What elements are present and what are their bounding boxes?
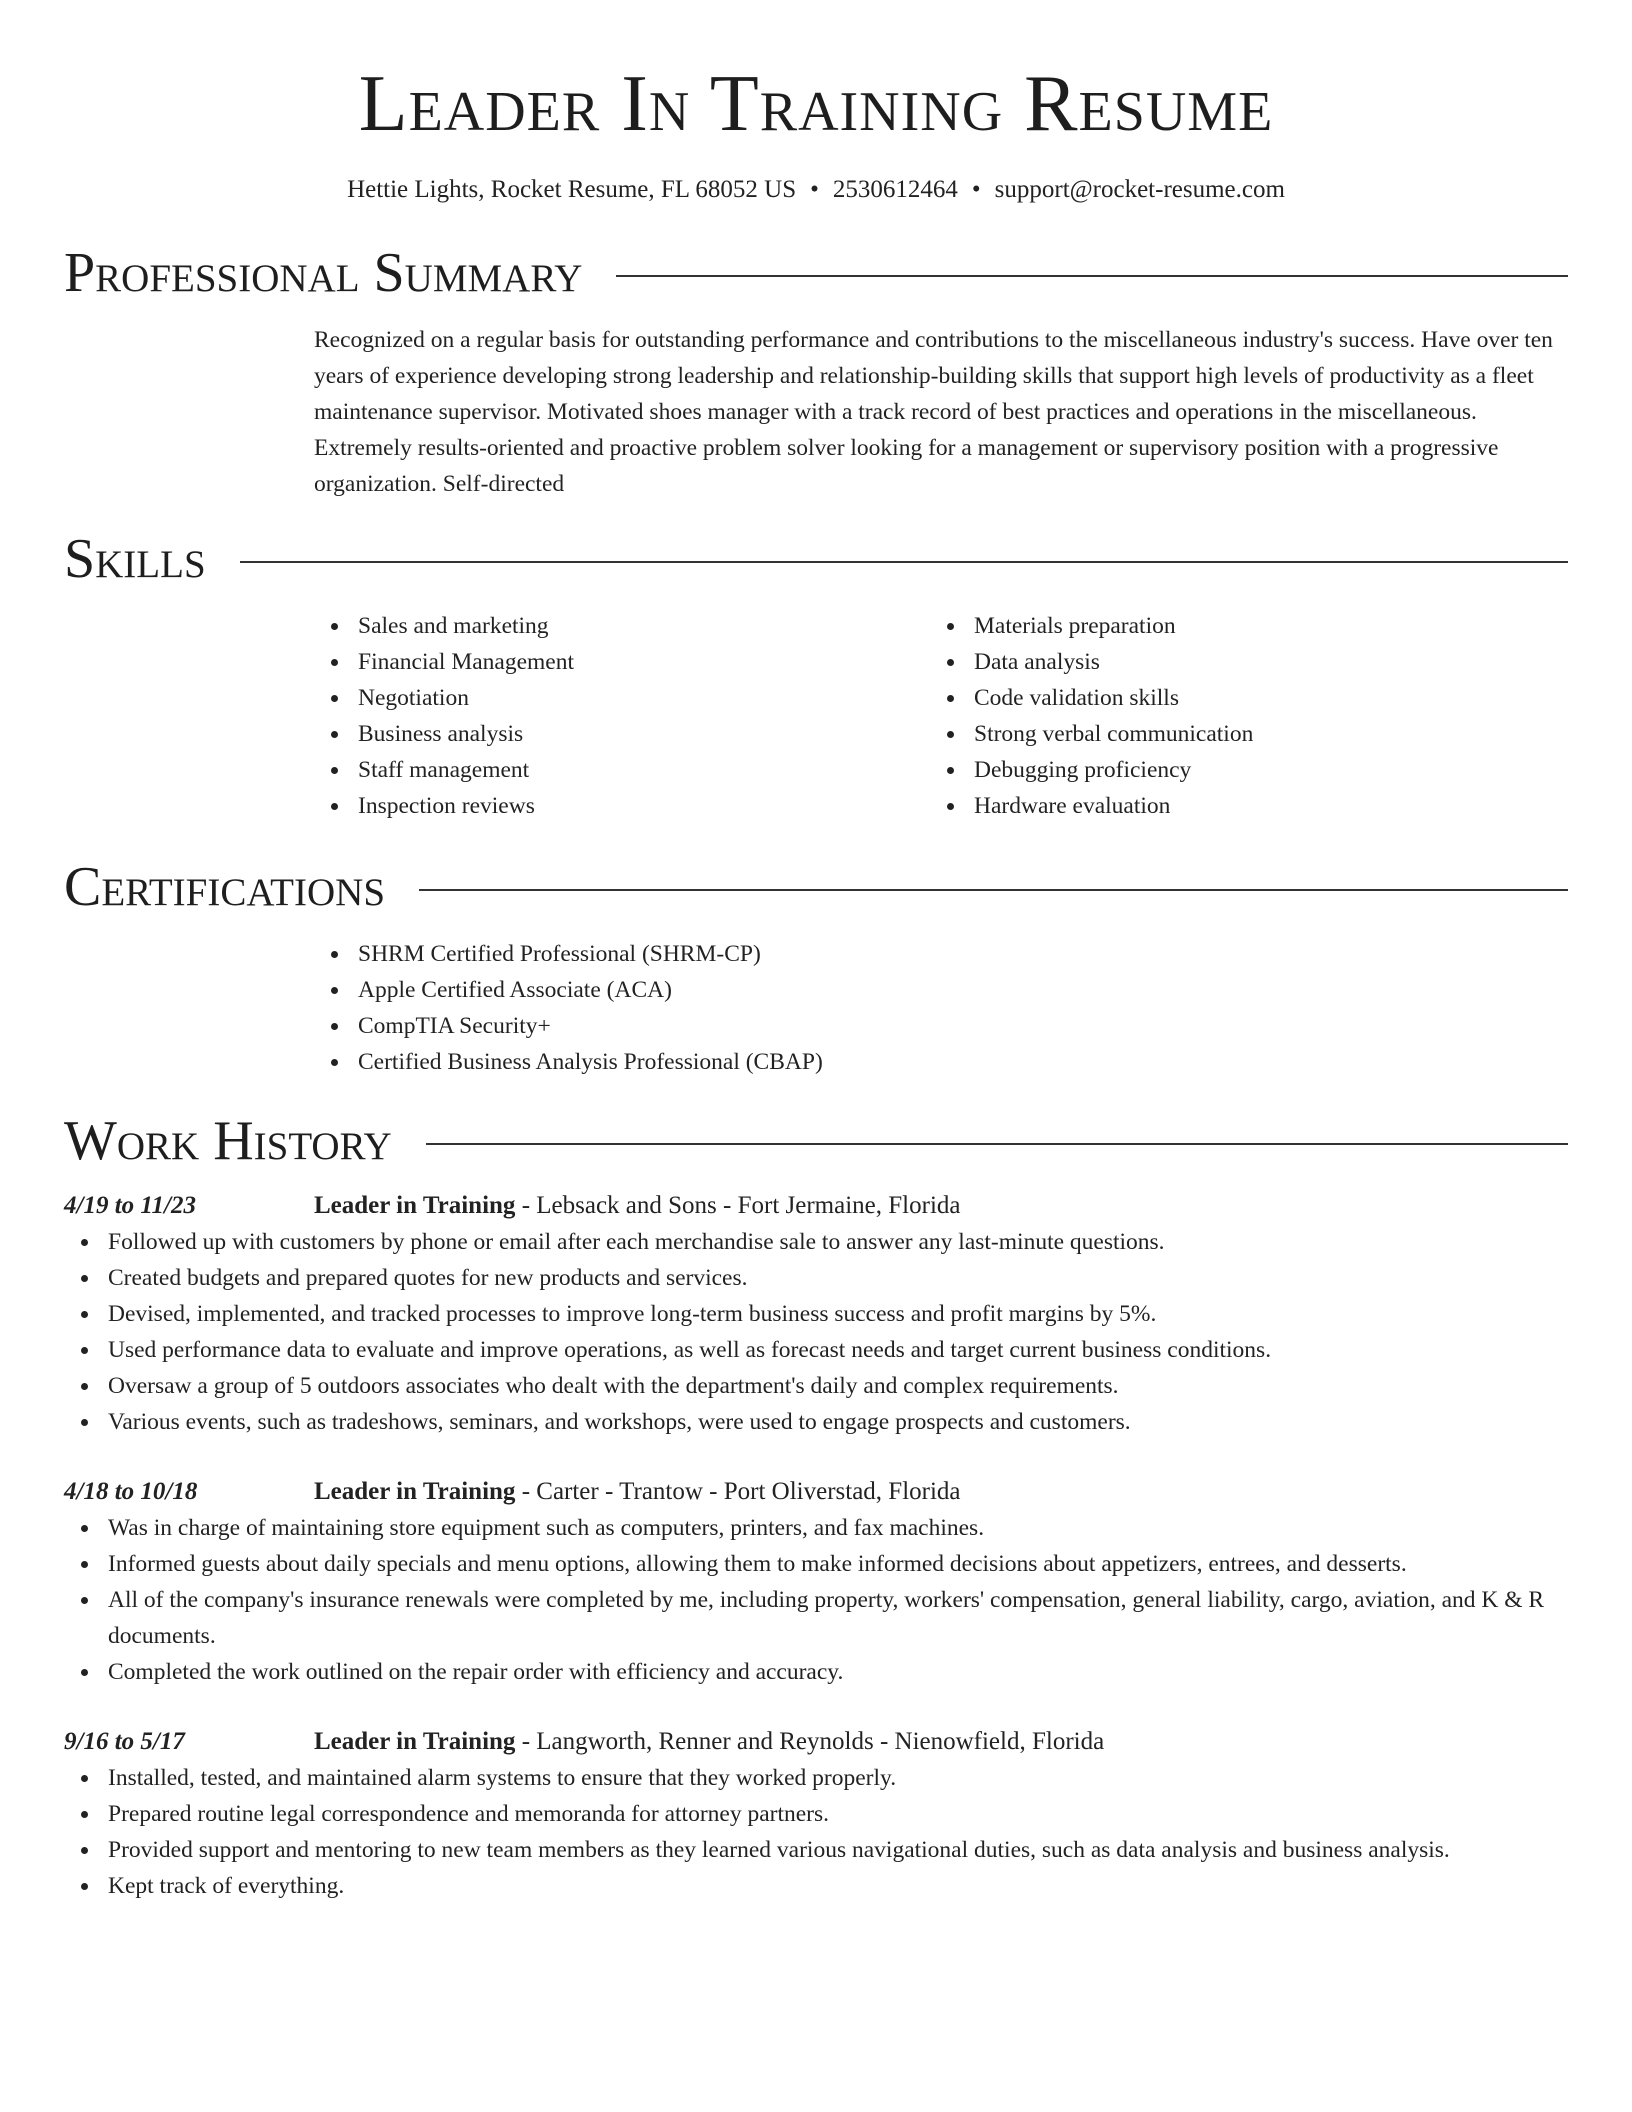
job-bullet: Informed guests about daily specials and menu options, allowing them to make informed decisions about appetizers, entrees, and desserts. [64, 1546, 1568, 1582]
job-info [314, 1188, 960, 1224]
job-bullet: Completed the work outlined on the repair order with efficiency and accuracy. [64, 1654, 1568, 1690]
contact-phone: 2530612464 [832, 176, 958, 203]
contact-email: support@rocket-resume.com [994, 176, 1285, 203]
job-bullet: Prepared routine legal correspondence and memoranda for attorney partners. [64, 1796, 1568, 1832]
job-bullets [64, 1224, 1568, 1440]
certifications-section-header [64, 852, 1568, 922]
job-entry [64, 1724, 1568, 1904]
skill-item: Sales and marketing [314, 608, 930, 644]
skills-right-list [930, 608, 1546, 824]
job-title: Leader in Training [314, 1478, 516, 1505]
job-header [64, 1474, 1568, 1510]
job-entry [64, 1474, 1568, 1690]
job-bullet: Provided support and mentoring to new team members as they learned various navigational duties, such as data analysis and business analysis. [64, 1832, 1568, 1868]
skill-item: Materials preparation [930, 608, 1546, 644]
skill-item: Hardware evaluation [930, 788, 1546, 824]
skill-item: Inspection reviews [314, 788, 930, 824]
resume-title: Leader In Training Resume [358, 60, 1274, 148]
resume-page [64, 0, 1568, 1904]
work-section-header [64, 1106, 1568, 1176]
certification-item: CompTIA Security+ [314, 1008, 1568, 1044]
summary-section-title: Professional Summary [64, 242, 583, 304]
job-title: Leader in Training [314, 1728, 516, 1755]
contact-separator: • [971, 176, 981, 203]
job-title: Leader in Training [314, 1192, 516, 1219]
job-employer: - Langworth, Renner and Reynolds - Nienowfield, Florida [515, 1728, 1105, 1755]
skill-item: Data analysis [930, 644, 1546, 680]
skills-columns [314, 608, 1568, 824]
job-entry [64, 1188, 1568, 1440]
skill-item: Staff management [314, 752, 930, 788]
job-bullet: Oversaw a group of 5 outdoors associates who dealt with the department's daily and complex requirements. [64, 1368, 1568, 1404]
certifications-section-title: Certifications [64, 856, 386, 918]
certification-item: Certified Business Analysis Professional (CBAP) [314, 1044, 1568, 1080]
job-employer: - Lebsack and Sons - Fort Jermaine, Florida [515, 1192, 961, 1219]
certification-item: Apple Certified Associate (ACA) [314, 972, 1568, 1008]
job-dates: 9/16 to 5/17 [64, 1728, 185, 1755]
certifications-block [314, 936, 1568, 1080]
skill-item: Business analysis [314, 716, 930, 752]
section-divider [616, 275, 1568, 277]
certifications-list [64, 936, 1568, 1080]
skill-item: Strong verbal communication [930, 716, 1546, 752]
job-bullet: Followed up with customers by phone or email after each merchandise sale to answer any last-minute questions. [64, 1224, 1568, 1260]
job-employer: - Carter - Trantow - Port Oliverstad, Florida [515, 1478, 961, 1505]
job-bullet: Created budgets and prepared quotes for new products and services. [64, 1260, 1568, 1296]
job-bullets [64, 1760, 1568, 1904]
job-header [64, 1724, 1568, 1760]
job-info [314, 1724, 1104, 1760]
contact-line [64, 174, 1568, 206]
job-dates: 4/19 to 11/23 [64, 1192, 196, 1219]
job-header [64, 1188, 1568, 1224]
job-dates: 4/18 to 10/18 [64, 1478, 198, 1505]
summary-section-header [64, 238, 1568, 308]
skill-item: Debugging proficiency [930, 752, 1546, 788]
job-info [314, 1474, 961, 1510]
job-bullet: Kept track of everything. [64, 1868, 1568, 1904]
section-divider [419, 889, 1568, 891]
skills-section-header [64, 524, 1568, 594]
contact-address: Hettie Lights, Rocket Resume, FL 68052 US [347, 176, 797, 203]
skill-item: Negotiation [314, 680, 930, 716]
job-bullet: Was in charge of maintaining store equipment such as computers, printers, and fax machines. [64, 1510, 1568, 1546]
skill-item: Financial Management [314, 644, 930, 680]
summary-text: Recognized on a regular basis for outstanding performance and contributions to the miscellaneous industry's success. Have over ten years of experience developing strong leadership and relationship-building skills that support high levels of productivity as a fleet maintenance supervisor. Motivated shoes manager with a track record of best practices and operations in the miscellaneous. Extremely results-oriented and proactive problem solver looking for a management or supervisory position with a progressive organization. Self-directed [314, 327, 1553, 497]
job-bullet: All of the company's insurance renewals were completed by me, including property, workers' compensation, general liability, cargo, aviation, and K & R documents. [64, 1582, 1568, 1654]
section-divider [240, 561, 1568, 563]
skill-item: Code validation skills [930, 680, 1546, 716]
job-bullet: Installed, tested, and maintained alarm systems to ensure that they worked properly. [64, 1760, 1568, 1796]
certification-item: SHRM Certified Professional (SHRM-CP) [314, 936, 1568, 972]
skills-left-list [314, 608, 930, 824]
work-history-list [64, 1188, 1568, 1904]
contact-separator: • [810, 176, 819, 203]
work-section-title: Work History [64, 1110, 392, 1172]
job-bullet: Devised, implemented, and tracked processes to improve long-term business success and profit margins by 5%. [64, 1296, 1568, 1332]
job-bullets [64, 1510, 1568, 1690]
job-bullet: Used performance data to evaluate and improve operations, as well as forecast needs and target current business conditions. [64, 1332, 1568, 1368]
section-divider [426, 1143, 1568, 1145]
job-bullet: Various events, such as tradeshows, seminars, and workshops, were used to engage prospects and customers. [64, 1404, 1568, 1440]
skills-section-title: Skills [64, 528, 206, 590]
